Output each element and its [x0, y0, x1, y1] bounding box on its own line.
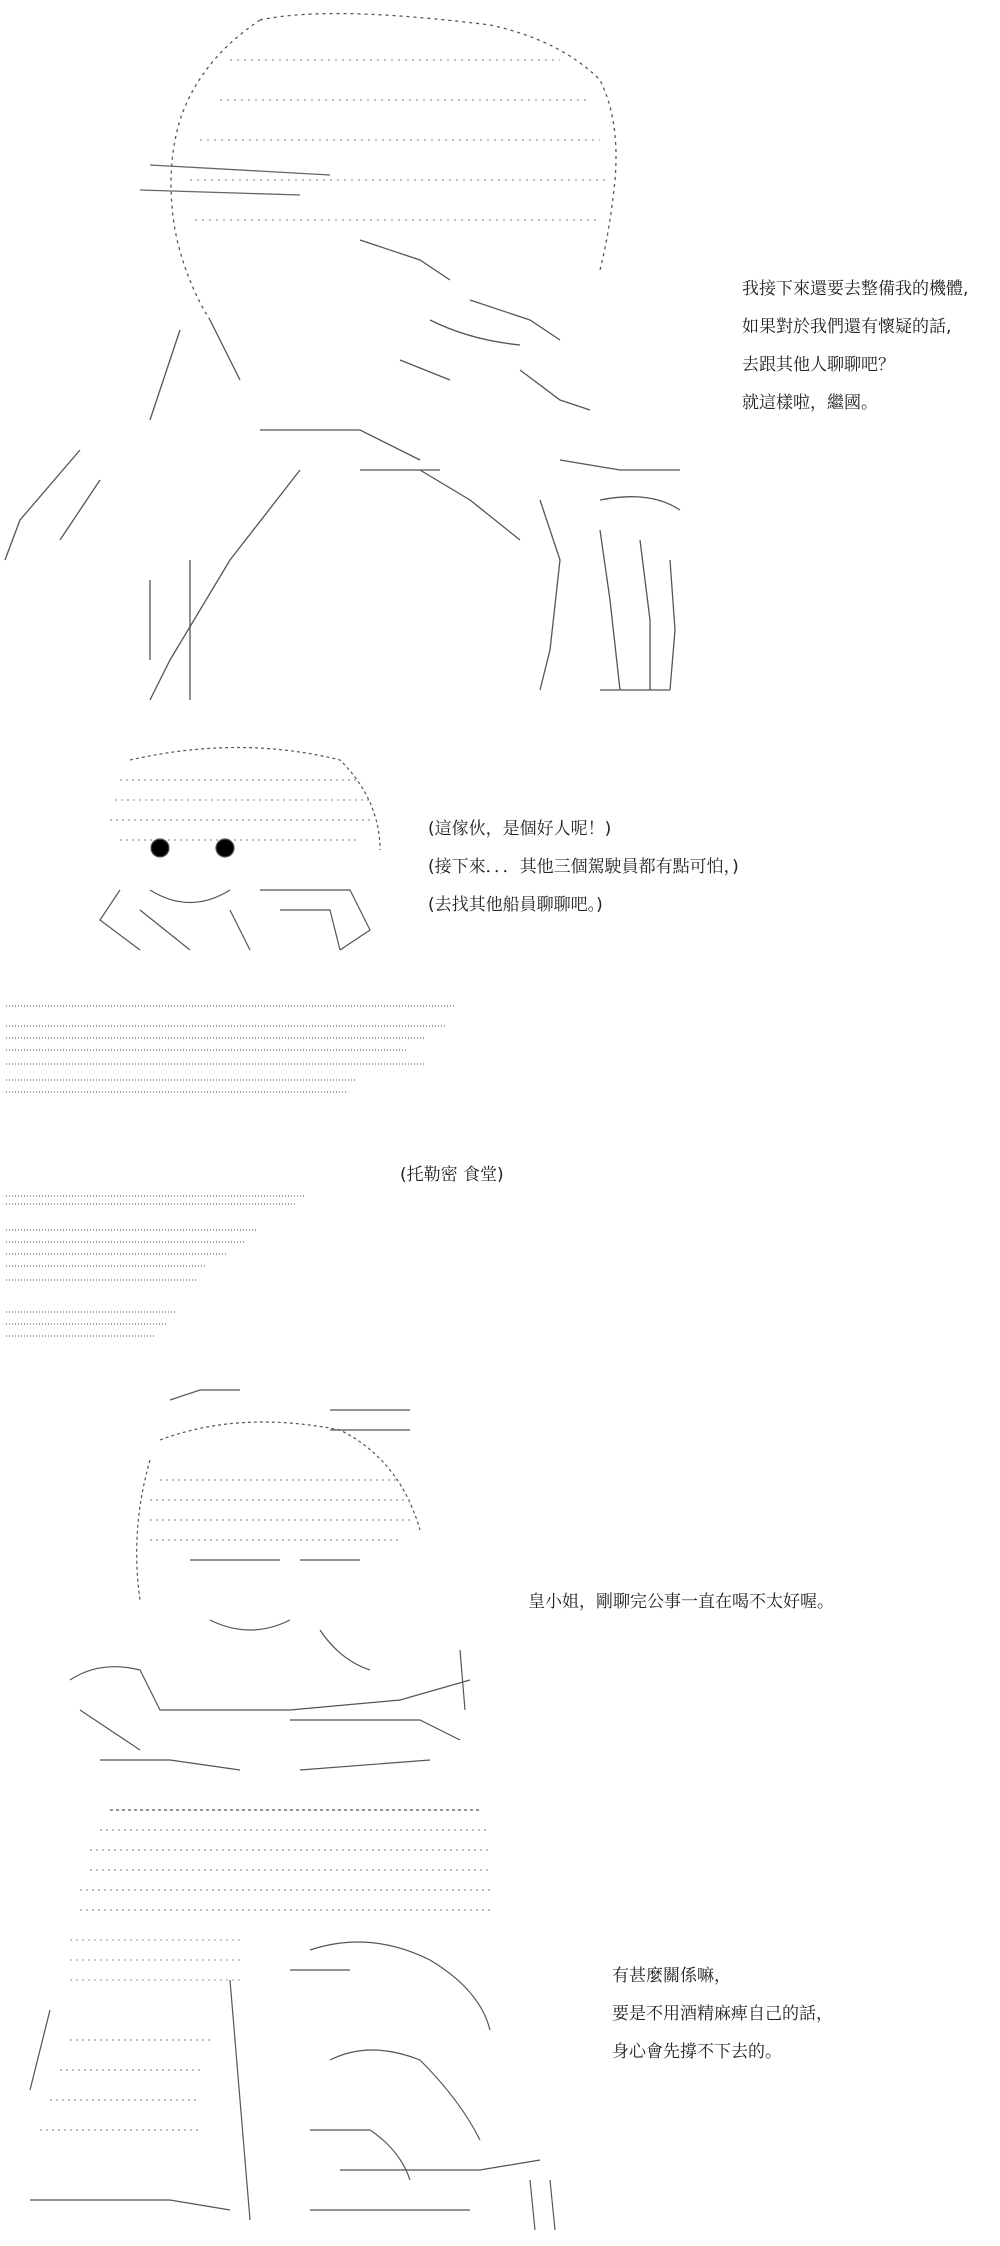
- ascii-art-chibi-figure: [80, 740, 400, 960]
- dialog-line: 要是不用酒精麻痺自己的話，: [612, 2004, 833, 2024]
- dialog-line: 皇小姐，剛聊完公事一直在喝不太好喔。: [528, 1592, 834, 1612]
- dialog-line: 去跟其他人聊聊吧？: [742, 355, 895, 375]
- ascii-art-girl-drinking-figure: [40, 1380, 520, 1780]
- panel5-dialog: [612, 1957, 833, 2071]
- dialog-line: 我接下來還要去整備我的機體,: [742, 279, 969, 299]
- panel2-dialog: [428, 810, 739, 924]
- panel4-dialog: [528, 1583, 834, 1621]
- dialog-line: 身心會先撐不下去的。: [612, 2042, 782, 2062]
- dialog-line: (這傢伙，是個好人呢！): [428, 819, 612, 839]
- dialog-line: 有甚麼關係嘛，: [612, 1966, 731, 1986]
- ascii-art-man-figure: [0, 0, 720, 710]
- dialog-line: (接下來．．．其他三個駕駛員都有點可怕，): [428, 857, 739, 877]
- panel1-dialog: [742, 270, 968, 422]
- dotted-transition-bottom: [6, 1190, 326, 1350]
- dialog-line: (去找其他船員聊聊吧。): [428, 895, 603, 915]
- ascii-art-woman-at-table-figure: [10, 1800, 590, 2240]
- dialog-line: 就這樣啦，繼國。: [742, 393, 878, 413]
- scene-caption: (托勒密 食堂): [400, 1165, 504, 1185]
- dialog-line: 如果對於我們還有懷疑的話,: [742, 317, 952, 337]
- dotted-transition-top: [6, 1000, 466, 1100]
